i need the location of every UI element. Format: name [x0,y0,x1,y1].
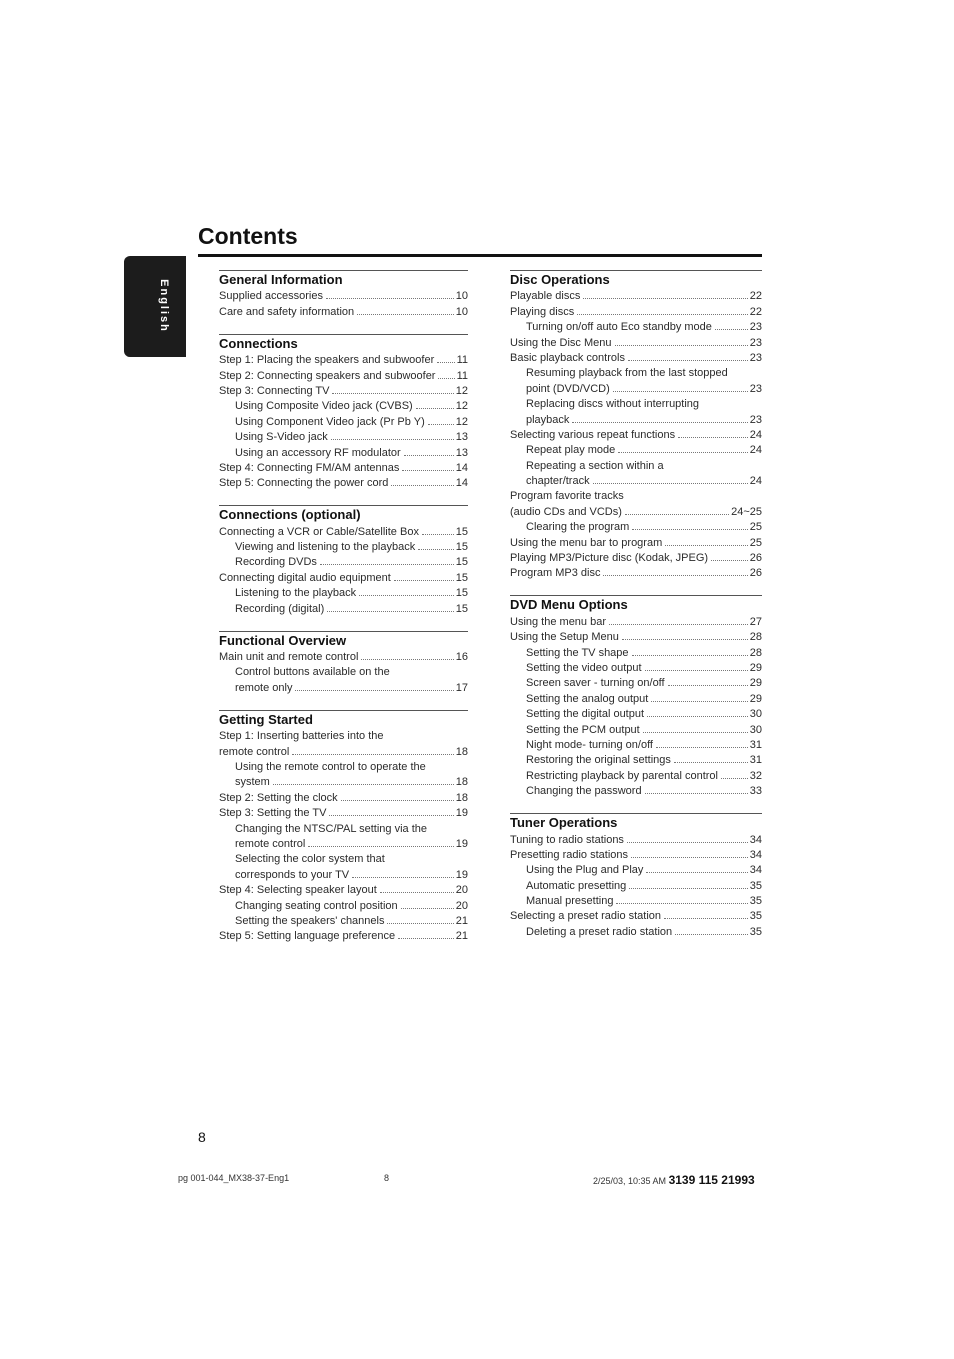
dot-leader [273,784,454,785]
toc-entry [219,866,468,881]
toc-entry-text: Restoring the original settings [526,754,671,767]
toc-entry-text: Connecting digital audio equipment [219,571,391,584]
dot-leader [631,857,748,858]
dot-leader [391,485,453,486]
toc-column-right [510,270,762,939]
toc-entry [510,706,762,721]
toc-entry-text: Step 2: Setting the clock [219,791,338,804]
toc-entry [510,565,762,580]
toc-entry [219,882,468,897]
toc-entry-page: 15 [455,525,468,538]
toc-entry-text: Using the Plug and Play [526,864,644,877]
toc-entry-text: Using the menu bar to program [510,536,663,549]
footer-filename: pg 001-044_MX38-37-Eng1 [178,1173,290,1183]
footer-code: 3139 115 21993 [668,1173,755,1187]
toc-entry-page: 31 [749,738,762,751]
toc-entry-text: Playing discs [510,305,575,318]
dot-leader [361,659,453,660]
toc-entry [219,383,468,398]
toc-entry-text: Setting the speakers' channels [235,914,385,927]
toc-entry-text: Setting the PCM output [526,723,640,736]
toc-entry-page: 15 [455,556,468,569]
dot-leader [402,470,453,471]
dot-leader [675,934,748,935]
toc-entry-page: 19 [455,868,468,881]
toc-entry-text: Using an accessory RF modulator [235,446,401,459]
toc-column-left [219,270,468,943]
language-tab-label: English [158,279,170,333]
section-title: General Information [219,272,343,287]
toc-entry-text: Selecting the color system that [235,853,385,866]
toc-entry-text: Supplied accessories [219,290,323,303]
toc-entry-text: Setting the digital output [526,708,645,721]
toc-entry [510,690,762,705]
toc-entry [219,303,468,318]
toc-entry [510,847,762,862]
toc-entry-text: Setting the analog output [526,692,649,705]
toc-entry [510,908,762,923]
toc-entry-page: 25 [749,536,762,549]
dot-leader [678,437,748,438]
toc-entry [510,831,762,846]
toc-entry [510,923,762,938]
section-title: Tuner Operations [510,815,618,831]
toc-section-functional-overview [219,631,468,695]
dot-leader [418,549,454,550]
toc-entry-text: Listening to the playback [235,587,357,600]
toc-section-disc-operations [510,270,762,580]
toc-entry [510,629,762,644]
dot-leader [327,611,453,612]
toc-entry [510,862,762,877]
dot-leader [721,778,748,779]
toc-entry [219,913,468,928]
toc-entry [510,550,762,565]
dot-leader [583,298,747,299]
toc-entry-text: Basic playback controls [510,351,625,364]
toc-entry-page: 21 [455,914,468,927]
toc-entry-page: 25 [749,521,762,534]
toc-entry [219,444,468,459]
toc-entry-text: Step 3: Connecting TV [219,384,330,397]
dot-leader [609,624,748,625]
toc-entry-page: 30 [749,708,762,721]
toc-entry [219,928,468,943]
toc-entry-text: Resuming playback from the last stopped [526,367,728,380]
toc-entry-page: 15 [455,571,468,584]
toc-entry [219,475,468,490]
section-title: Disc Operations [510,272,610,287]
footer-page: 8 [384,1173,390,1183]
dot-leader [656,747,748,748]
dot-leader [643,732,748,733]
toc-entry-page: 12 [455,415,468,428]
toc-entry [510,350,762,365]
toc-entry [219,585,468,600]
toc-entry-page: 13 [455,431,468,444]
dot-leader [625,514,729,515]
dot-leader [332,393,453,394]
toc-entry [510,767,762,782]
toc-section-getting-started [219,710,468,943]
section-title: Getting Started [219,711,313,727]
toc-entry-page: 35 [749,910,762,923]
toc-entry-page: 34 [749,833,762,846]
toc-entry-text: Selecting various repeat functions [510,428,676,441]
dot-leader [359,595,454,596]
toc-entry-page: 24~25 [731,505,762,518]
toc-entry-text: Clearing the program [526,521,630,534]
toc-entry-text: Using the Setup Menu [510,631,619,644]
dot-leader [629,888,747,889]
dot-leader [380,892,454,893]
toc-entry-text: Replacing discs without interrupting [526,398,700,411]
toc-entry-page: 20 [455,899,468,912]
dot-leader [387,923,453,924]
toc-entry-page: 12 [455,384,468,397]
dot-leader [632,655,748,656]
toc-entry-page: 33 [749,785,762,798]
toc-entry [219,743,468,758]
toc-entry-page: 20 [455,884,468,897]
dot-leader [572,422,747,423]
toc-entry-text: Restricting playback by parental control [526,769,718,782]
toc-entry-text: point (DVD/VCD) [526,382,610,395]
toc-entry-text: Changing the NTSC/PAL setting via the [235,822,427,835]
toc-entry-text: chapter/track [526,475,590,488]
toc-entry [510,660,762,675]
toc-entry-text: Program favorite tracks [510,490,624,503]
toc-entry-page: 13 [455,446,468,459]
dot-leader [632,529,747,530]
toc-entry-page: 21 [455,930,468,943]
toc-entry-page: 23 [749,413,762,426]
toc-entry-text: Using Composite Video jack (CVBS) [235,400,413,413]
toc-entry-text: Repeating a section within a [526,459,664,472]
toc-entry-page: 14 [455,477,468,490]
toc-entry-page: 24 [749,475,762,488]
toc-entry [510,319,762,334]
toc-entry-page: 15 [455,587,468,600]
toc-entry-text: Repeat play mode [526,444,616,457]
toc-entry [219,523,468,538]
toc-entry [510,675,762,690]
toc-section-dvd-menu-options [510,595,762,798]
toc-entry [219,679,468,694]
toc-entry-text: Recording DVDs [235,556,317,569]
toc-entry [219,398,468,413]
toc-entry [510,365,762,380]
toc-entry-text: Step 4: Connecting FM/AM antennas [219,461,400,474]
dot-leader [292,754,453,755]
toc-entry-page: 35 [749,925,762,938]
toc-entry-text: Playable discs [510,290,581,303]
dot-leader [645,793,748,794]
toc-entry [219,460,468,475]
toc-entry-page: 15 [455,602,468,615]
toc-entry-text: Presetting radio stations [510,848,629,861]
toc-entry [510,721,762,736]
section-title: DVD Menu Options [510,597,628,613]
toc-entry-text: Night mode- turning on/off [526,738,653,751]
dot-leader [422,534,454,535]
dot-leader [326,298,454,299]
toc-entry [510,877,762,892]
toc-entry-text: corresponds to your TV [235,868,350,881]
dot-leader [665,545,748,546]
section-title: Functional Overview [219,632,347,648]
toc-entry-page: 30 [749,723,762,736]
dot-leader [428,424,454,425]
toc-entry-text: system [235,776,270,789]
toc-entry [510,519,762,534]
toc-entry-text: (audio CDs and VCDs) [510,505,622,518]
footer-timestamp-code [593,1173,755,1187]
dot-leader [616,903,747,904]
dot-leader [628,360,748,361]
toc-entry [510,473,762,488]
dot-leader [341,800,454,801]
section-title: Connections [219,335,298,351]
toc-entry-page: 34 [749,864,762,877]
toc-entry-page: 31 [749,754,762,767]
section-title: Connections (optional) [219,507,361,523]
toc-entry-text: Main unit and remote control [219,651,359,664]
language-tab [124,256,186,357]
toc-entry-page: 29 [749,677,762,690]
dot-leader [622,639,748,640]
toc-entry-page: 28 [749,631,762,644]
toc-entry-text: Manual presetting [526,895,614,908]
toc-section-connections [219,334,468,491]
dot-leader [645,670,748,671]
toc-entry [510,303,762,318]
toc-entry-text: Tuning to radio stations [510,833,624,846]
toc-entry [219,897,468,912]
dot-leader [416,408,454,409]
toc-entry-text: Step 1: Placing the speakers and subwoofer [219,354,435,367]
dot-leader [593,483,748,484]
toc-entry-text: Step 5: Connecting the power cord [219,477,389,490]
toc-entry-page: 26 [749,552,762,565]
toc-entry-page: 16 [455,651,468,664]
toc-entry-page: 10 [455,290,468,303]
dot-leader [651,701,747,702]
toc-entry-page: 19 [455,837,468,850]
dot-leader [674,762,748,763]
toc-entry-text: Using S-Video jack [235,431,328,444]
toc-entry-page: 29 [749,661,762,674]
dot-leader [615,345,748,346]
toc-entry-text: remote only [235,681,293,694]
dot-leader [320,564,454,565]
toc-entry-page: 14 [455,461,468,474]
toc-entry-page: 24 [749,428,762,441]
toc-entry [219,789,468,804]
toc-entry [219,352,468,367]
toc-entry [219,649,468,664]
dot-leader [711,560,748,561]
toc-entry [510,411,762,426]
toc-entry-text: Setting the video output [526,661,642,674]
toc-entry-text: Setting the TV shape [526,646,629,659]
toc-entry [510,503,762,518]
toc-entry-text: Recording (digital) [235,602,325,615]
toc-entry-page: 19 [455,807,468,820]
toc-entry-page: 12 [455,400,468,413]
toc-entry-page: 17 [455,681,468,694]
toc-entry [510,396,762,411]
toc-section-connections-optional [219,505,468,615]
toc-entry [510,737,762,752]
toc-entry-page: 18 [455,745,468,758]
toc-entry [219,413,468,428]
toc-entry [219,367,468,382]
toc-entry-text: Selecting a preset radio station [510,910,662,923]
toc-entry-page: 32 [749,769,762,782]
dot-leader [603,575,747,576]
toc-entry [510,334,762,349]
toc-entry [219,759,468,774]
dot-leader [646,872,747,873]
dot-leader [308,846,453,847]
dot-leader [438,378,454,379]
toc-entry [510,442,762,457]
toc-entry-text: Step 4: Selecting speaker layout [219,884,377,897]
toc-entry-page: 18 [455,776,468,789]
toc-entry-page: 18 [455,791,468,804]
toc-entry-text: Connecting a VCR or Cable/Satellite Box [219,525,419,538]
toc-entry-text: Automatic presetting [526,879,627,892]
toc-entry-text: Care and safety information [219,305,355,318]
toc-entry-page: 28 [749,646,762,659]
toc-entry [219,728,468,743]
toc-entry-page: 23 [749,351,762,364]
toc-entry-text: Playing MP3/Picture disc (Kodak, JPEG) [510,552,709,565]
toc-entry-page: 23 [749,321,762,334]
dot-leader [613,391,748,392]
toc-entry [510,783,762,798]
toc-entry [219,288,468,303]
toc-entry-text: Using Component Video jack (Pr Pb Y) [235,415,425,428]
toc-entry [510,488,762,503]
toc-entry-text: Deleting a preset radio station [526,925,673,938]
toc-entry-text: Step 5: Setting language preference [219,930,396,943]
toc-entry [219,836,468,851]
toc-entry-text: Using the remote control to operate the [235,760,426,773]
toc-entry [219,429,468,444]
toc-entry-text: Turning on/off auto Eco standby mode [526,321,712,334]
dot-leader [618,452,747,453]
toc-entry [219,820,468,835]
toc-entry [510,427,762,442]
footer-timestamp: 2/25/03, 10:35 AM [593,1176,667,1186]
toc-entry-text: Changing seating control position [235,899,398,912]
toc-entry-page: 15 [455,541,468,554]
dot-leader [394,580,454,581]
toc-entry-page: 10 [455,305,468,318]
toc-entry-text: Step 1: Inserting batteries into the [219,730,384,743]
toc-entry-text: Step 3: Setting the TV [219,807,327,820]
toc-entry-page: 26 [749,567,762,580]
page-number: 8 [198,1129,206,1145]
toc-entry-text: remote control [219,745,290,758]
dot-leader [437,362,454,363]
dot-leader [404,455,454,456]
dot-leader [329,815,453,816]
dot-leader [668,685,748,686]
dot-leader [295,690,453,691]
toc-entry-page: 24 [749,444,762,457]
dot-leader [577,314,748,315]
toc-entry [510,288,762,303]
toc-entry-page: 22 [749,305,762,318]
toc-entry-text: Step 2: Connecting speakers and subwoofer [219,369,436,382]
toc-entry-text: Program MP3 disc [510,567,601,580]
toc-entry [219,539,468,554]
toc-entry [510,380,762,395]
dot-leader [647,716,748,717]
toc-entry-page: 34 [749,848,762,861]
dot-leader [352,877,454,878]
toc-entry-text: Using the Disc Menu [510,336,612,349]
dot-leader [398,938,454,939]
toc-entry-page: 11 [456,354,468,367]
dot-leader [715,329,748,330]
toc-entry [510,613,762,628]
toc-section-general-information [219,270,468,319]
toc-entry-page: 35 [749,879,762,892]
dot-leader [331,439,454,440]
dot-leader [627,842,748,843]
dot-leader [357,314,454,315]
page-title: Contents [198,223,298,249]
toc-entry [510,893,762,908]
toc-entry-text: Changing the password [526,785,642,798]
toc-entry [219,600,468,615]
toc-entry-text: Using the menu bar [510,615,606,628]
toc-section-tuner-operations [510,813,762,939]
toc-entry-page: 27 [749,615,762,628]
toc-entry-page: 23 [749,336,762,349]
toc-entry-page: 35 [749,895,762,908]
toc-entry [510,752,762,767]
toc-entry-page: 11 [456,369,468,382]
toc-entry [219,554,468,569]
toc-entry-page: 23 [749,382,762,395]
toc-entry [219,664,468,679]
toc-entry [510,644,762,659]
toc-entry-text: playback [526,413,570,426]
toc-entry-text: Control buttons available on the [235,666,390,679]
toc-entry [219,851,468,866]
title-rule [198,254,762,257]
toc-entry [510,457,762,472]
toc-entry [219,805,468,820]
toc-entry [219,569,468,584]
toc-entry-page: 22 [749,290,762,303]
toc-entry-text: remote control [235,837,306,850]
toc-entry-text: Viewing and listening to the playback [235,541,416,554]
dot-leader [401,908,454,909]
toc-entry [219,774,468,789]
toc-entry [510,534,762,549]
toc-entry-page: 29 [749,692,762,705]
dot-leader [664,918,748,919]
toc-entry-text: Screen saver - turning on/off [526,677,665,690]
